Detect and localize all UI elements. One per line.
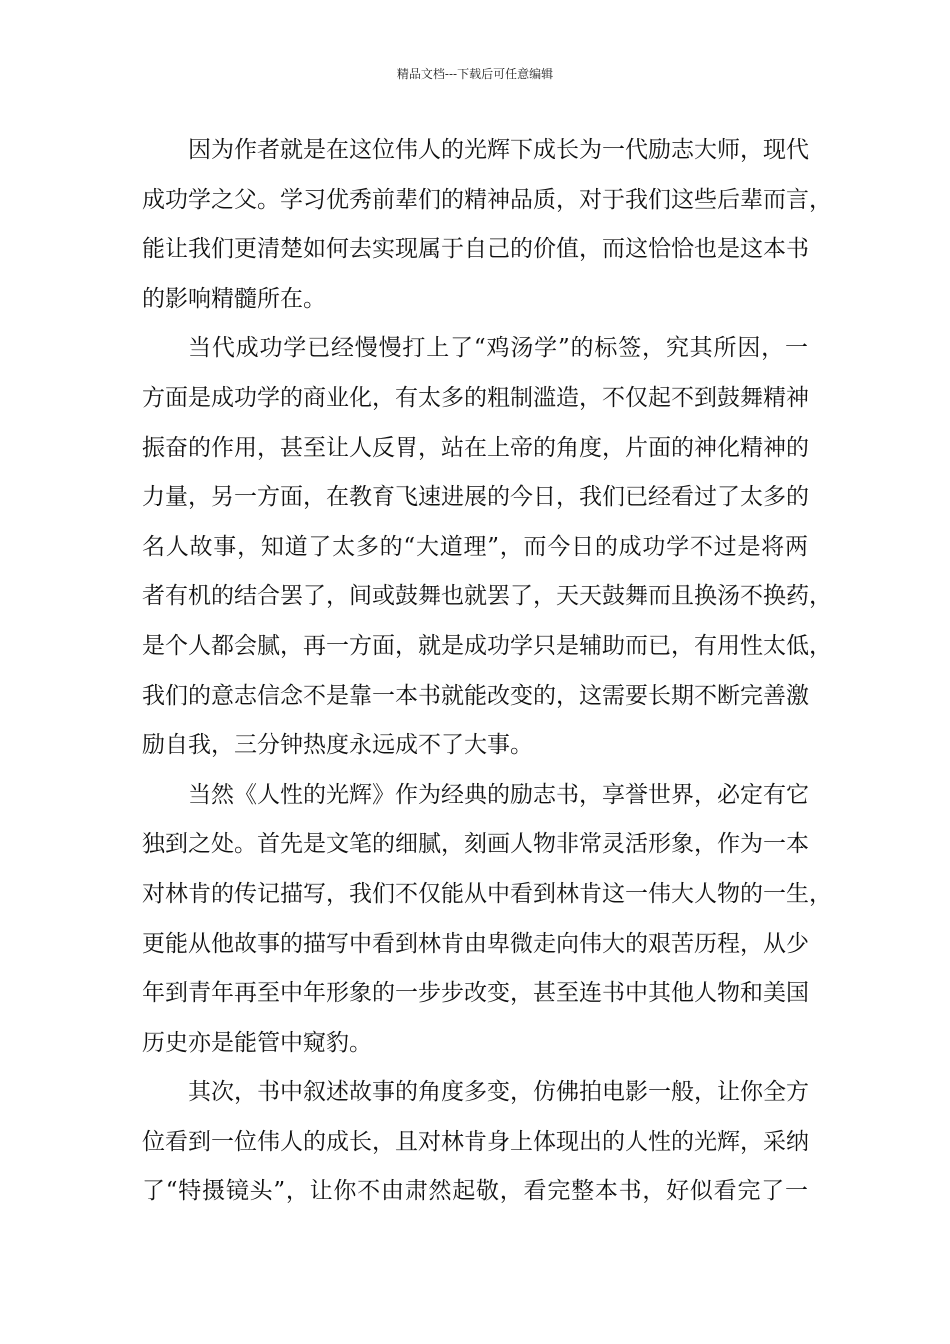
text-line: 更能从他故事的描写中看到林肯由卑微走向伟大的艰苦历程，从少 xyxy=(142,930,809,957)
paragraph xyxy=(142,324,832,770)
text-line: 了“特摄镜头”，让你不由肃然起敬，看完整本书，好似看完了一 xyxy=(142,1178,808,1205)
text-line: 当代成功学已经慢慢打上了“鸡汤学”的标签，究其所因，一 xyxy=(188,335,808,362)
text-line: 力量，另一方面，在教育飞速进展的今日，我们已经看过了太多的 xyxy=(142,484,809,511)
text-line: 名人故事，知道了太多的“大道理”，而今日的成功学不过是将两 xyxy=(142,533,808,560)
text-line: 能让我们更清楚如何去实现属于自己的价值，而这恰恰也是这本书 xyxy=(142,236,809,263)
body-text xyxy=(142,126,832,1217)
text-line: 振奋的作用，甚至让人反胃，站在上帝的角度，片面的神化精神的 xyxy=(142,434,809,461)
paragraph xyxy=(142,771,832,1069)
paragraph xyxy=(142,1068,808,1217)
paragraph xyxy=(142,126,832,324)
text-line: 是个人都会腻，再一方面，就是成功学只是辅助而已，有用性太低， xyxy=(142,632,832,659)
text-line: 历史亦是能管中窥豹。 xyxy=(142,1029,372,1056)
text-line: 位看到一位伟人的成长，且对林肯身上体现出的人性的光辉，采纳 xyxy=(142,1128,809,1155)
text-line: 当然《人性的光辉》作为经典的励志书，享誉世界，必定有它 xyxy=(188,781,809,808)
text-line: 方面是成功学的商业化，有太多的粗制滥造，不仅起不到鼓舞精神 xyxy=(142,384,809,411)
text-line: 我们的意志信念不是靠一本书就能改变的，这需要长期不断完善激 xyxy=(142,682,809,709)
text-line: 励自我，三分钟热度永远成不了大事。 xyxy=(142,732,533,759)
text-line: 其次，书中叙述故事的角度多变，仿佛拍电影一般，让你全方 xyxy=(188,1079,809,1106)
text-line: 对林肯的传记描写，我们不仅能从中看到林肯这一伟大人物的一生， xyxy=(142,880,832,907)
text-line: 的影响精髓所在。 xyxy=(142,285,326,312)
text-line: 独到之处。首先是文笔的细腻，刻画人物非常灵活形象，作为一本 xyxy=(142,831,809,858)
text-line: 年到青年再至中年形象的一步步改变，甚至连书中其他人物和美国 xyxy=(142,980,809,1007)
page-header: 精品文档---下载后可任意编辑 xyxy=(396,67,554,81)
text-line: 者有机的结合罢了，间或鼓舞也就罢了，天天鼓舞而且换汤不换药， xyxy=(142,583,832,610)
text-line: 成功学之父。学习优秀前辈们的精神品质，对于我们这些后辈而言， xyxy=(142,186,832,213)
text-line: 因为作者就是在这位伟人的光辉下成长为一代励志大师，现代 xyxy=(188,137,809,163)
